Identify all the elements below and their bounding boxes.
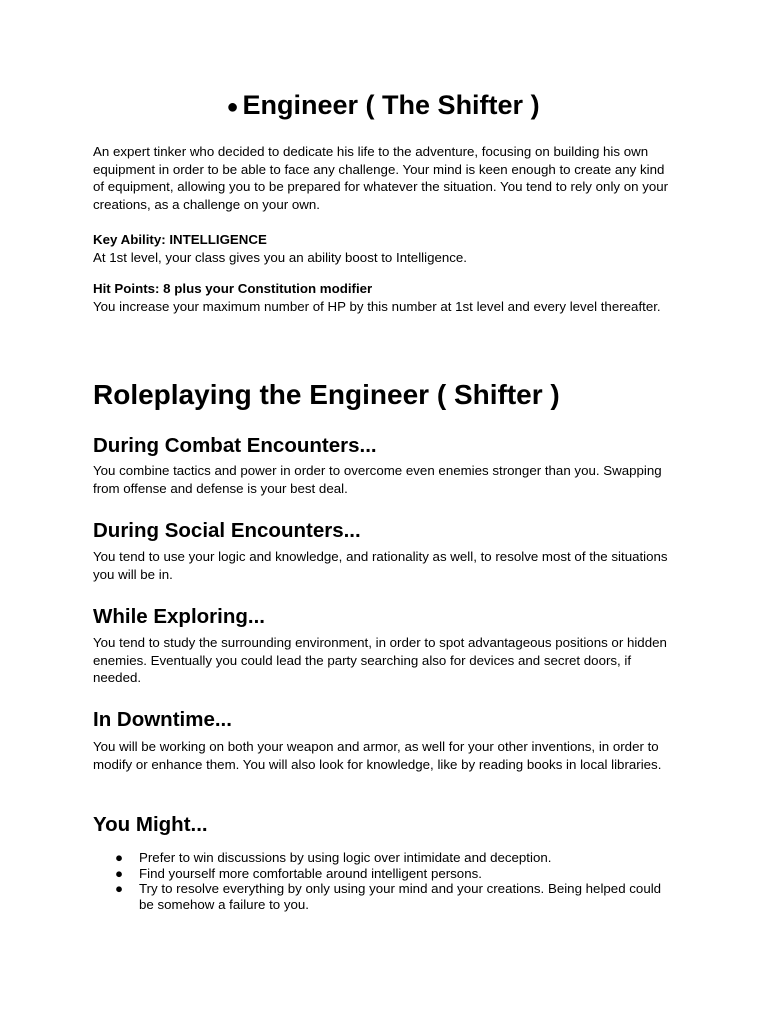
list-item <box>93 881 673 912</box>
combat-text: You combine tactics and power in order to overcome even enemies stronger than you. Swapping from offense and defense is your best deal. <box>93 463 662 496</box>
key-ability-label: Key Ability: INTELLIGENCE <box>93 232 267 247</box>
hit-points-block <box>93 280 673 315</box>
list-item <box>93 850 673 866</box>
downtime-text: You will be working on both your weapon and armor, as well for your other inventions, in order to modify or enhance them. You will also look for knowledge, like by reading books in local libraries. <box>93 739 662 772</box>
social-text: You tend to use your logic and knowledge, and rationality as well, to resolve most of the situations you will be in. <box>93 549 668 582</box>
downtime-heading: In Downtime... <box>93 708 232 731</box>
list-item <box>93 866 673 882</box>
you-might-list <box>93 850 673 912</box>
key-ability-block <box>93 231 673 266</box>
bullet-icon: ● <box>115 865 124 881</box>
list-item-text: Find yourself more comfortable around intelligent persons. <box>139 865 482 881</box>
title-bullet-icon: ● <box>226 95 239 118</box>
page-title <box>93 88 673 124</box>
roleplaying-heading: Roleplaying the Engineer ( Shifter ) <box>93 379 560 410</box>
key-ability-text: At 1st level, your class gives you an ability boost to Intelligence. <box>93 249 467 265</box>
you-might-heading: You Might... <box>93 813 208 836</box>
list-item-text: Prefer to win discussions by using logic over intimidate and deception. <box>139 850 552 865</box>
hit-points-label: Hit Points: 8 plus your Constitution modifier <box>93 281 373 296</box>
bullet-icon: ● <box>115 881 124 896</box>
combat-heading: During Combat Encounters... <box>93 434 377 457</box>
list-item-text: Try to resolve everything by only using your mind and your creations. Being helped could be somehow a failure to you. <box>139 881 662 912</box>
page-title-text: Engineer ( The Shifter ) <box>242 90 540 120</box>
intro-paragraph: An expert tinker who decided to dedicate his life to the adventure, focusing on building his own equipment in order to be able to face any challenge. Your mind is keen enough to create any kind of equipment, allowing you to be prepared for whatever the situation. You tend to rely only on your creations, as a challenge on your own. <box>93 144 669 212</box>
bullet-icon: ● <box>115 850 124 865</box>
exploring-text: You tend to study the surrounding environment, in order to spot advantageous positions or hidden enemies. Eventually you could lead the party searching also for devices and secret doors, if needed. <box>93 635 667 685</box>
exploring-heading: While Exploring... <box>93 605 265 628</box>
social-heading: During Social Encounters... <box>93 519 361 542</box>
hit-points-text: You increase your maximum number of HP by this number at 1st level and every level thereafter. <box>93 298 661 314</box>
